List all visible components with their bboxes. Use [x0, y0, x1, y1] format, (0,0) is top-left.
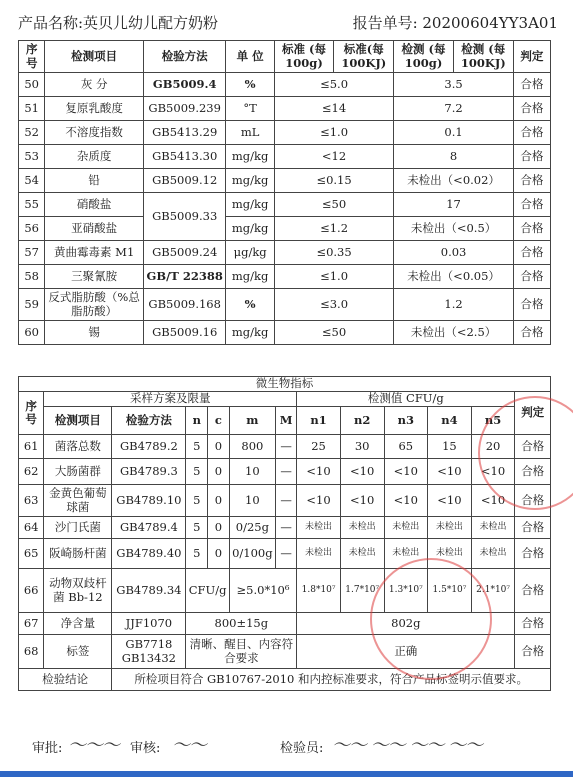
report-header: [18, 12, 558, 38]
plan-label: 采样方案及限量: [44, 392, 297, 407]
table-row: 65 阪崎肠杆菌 GB4789.40 5 0 0/100g — 未检出 未检出 未检出 未检出 未检出 合格: [19, 539, 551, 569]
micro-title: 微生物指标: [19, 377, 551, 392]
table-header-row: 检测项目 检验方法 n c m M n1 n2 n3 n4 n5: [19, 407, 551, 435]
physicochemical-table: [18, 40, 551, 345]
table-header-row: [19, 41, 551, 73]
col-method: 检验方法: [143, 41, 226, 73]
table-row: 59 反式脂肪酸（%总脂肪酸） GB5009.168 % ≤3.0 1.2 合格: [19, 289, 551, 321]
review-signature: 〜〜〜: [68, 735, 119, 756]
table-row: 54 铅 GB5009.12 mg/kg ≤0.15 未检出（<0.02） 合格: [19, 169, 551, 193]
col-no: 序号: [19, 392, 44, 435]
table-row: 68 标签 GB7718 GB13432 清晰、醒目、内容符合要求 正确 合格: [19, 635, 551, 669]
conclusion-text: 所检项目符合 GB10767-2010 和内控标准要求，符合产品标签明示值要求。: [112, 669, 551, 691]
table-row: 52 不溶度指数 GB5413.29 mL ≤1.0 0.1 合格: [19, 121, 551, 145]
col-res-100kj: 检测 (每100KJ): [453, 41, 513, 73]
table-row: 57 黄曲霉毒素 M1 GB5009.24 μg/kg ≤0.35 0.03 合格: [19, 241, 551, 265]
value-label: 检测值 CFU/g: [297, 392, 515, 407]
audit-signature: 〜〜: [172, 735, 206, 756]
product-name: 产品名称:英贝儿幼儿配方奶粉: [18, 14, 219, 32]
table-row: 53 杂质度 GB5413.30 mg/kg <12 8 合格: [19, 145, 551, 169]
conclusion-row: [19, 669, 551, 691]
table-row: 67 净含量 JJF1070 800±15g 802g 合格: [19, 613, 551, 635]
table-row: 55 硝酸盐 GB5009.33 mg/kg ≤50 17 合格: [19, 193, 551, 217]
col-std-100g: 标准 (每100g): [274, 41, 333, 73]
inspector-label: 检验员:: [280, 741, 324, 756]
col-item: 检测项目: [45, 41, 144, 73]
conclusion-label: 检验结论: [19, 669, 112, 691]
microbiology-table: [18, 376, 551, 691]
table-row: 58 三聚氰胺 GB/T 22388 mg/kg ≤1.0 未检出（<0.05） 合格: [19, 265, 551, 289]
table-row: 63 金黄色葡萄球菌 GB4789.10 5 0 10 — <10 <10 <10 <10 <10 合格: [19, 485, 551, 517]
table-row: 51 复原乳酸度 GB5009.239 °T ≤14 7.2 合格: [19, 97, 551, 121]
review-label: 审批:: [32, 741, 63, 756]
audit-label: 审核:: [130, 741, 161, 756]
table-row: 66 动物双歧杆菌 Bb-12 GB4789.34 CFU/g ≥5.0*10⁶ 1.8*10⁷ 1.7*10⁷ 1.3*10⁷ 1.5*10⁷ 2.1*10⁷ 合格: [19, 569, 551, 613]
table-row: 62 大肠菌群 GB4789.3 5 0 10 — <10 <10 <10 <10 <10 合格: [19, 459, 551, 485]
col-verdict: 判定: [513, 41, 550, 73]
table-row: 61 菌落总数 GB4789.2 5 0 800 — 25 30 65 15 20 合格: [19, 435, 551, 459]
col-verdict: 判定: [515, 392, 551, 435]
inspector-signatures: 〜〜 〜〜 〜〜 〜〜: [332, 735, 483, 756]
col-res-100g: 检测 (每100g): [394, 41, 453, 73]
col-unit: 单 位: [226, 41, 274, 73]
report-number: 报告单号: 20200604YY3A01: [352, 14, 558, 32]
col-std-100kj: 标准(每100KJ): [334, 41, 394, 73]
bottom-bar: [0, 771, 573, 777]
signature-line: [32, 733, 552, 763]
col-no: 序号: [19, 41, 45, 73]
table-row: 64 沙门氏菌 GB4789.4 5 0 0/25g — 未检出 未检出 未检出 未检出 未检出 合格: [19, 517, 551, 539]
table-row: 60 锡 GB5009.16 mg/kg ≤50 未检出（<2.5） 合格: [19, 321, 551, 345]
table-row: 56 亚硝酸盐 mg/kg ≤1.2 未检出（<0.5） 合格: [19, 217, 551, 241]
table-row: 50 灰 分 GB5009.4 % ≤5.0 3.5 合格: [19, 73, 551, 97]
